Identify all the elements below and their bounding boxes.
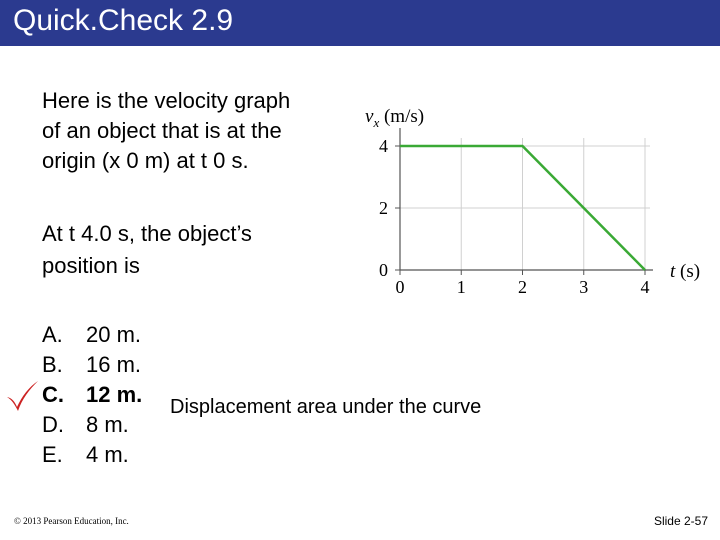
intro-line-2: of an object that is at the bbox=[42, 118, 282, 143]
y-tick-label: 0 bbox=[379, 260, 388, 280]
y-tick-label: 4 bbox=[379, 136, 388, 156]
x-axis-label: t (s) bbox=[670, 261, 701, 282]
answer-text: 20 m. bbox=[86, 322, 142, 347]
copyright-text: © 2013 Pearson Education, Inc. bbox=[14, 516, 129, 526]
answer-letter: B. bbox=[42, 352, 63, 377]
answer-letter: C. bbox=[42, 382, 64, 407]
answer-text: 8 m. bbox=[86, 412, 129, 437]
answer-letter: D. bbox=[42, 412, 64, 437]
answer-list bbox=[42, 320, 142, 470]
question-line-1: At t 4.0 s, the object’s bbox=[42, 221, 252, 246]
checkmark-icon bbox=[4, 378, 40, 414]
explanation-note: Displacement area under the curve bbox=[170, 396, 482, 418]
answer-letter: E. bbox=[42, 442, 63, 467]
answer-c bbox=[42, 380, 142, 410]
slide-number: Slide 2-57 bbox=[653, 514, 708, 528]
x-tick-label: 4 bbox=[640, 277, 650, 297]
intro-line-1: Here is the velocity graph bbox=[42, 88, 291, 113]
answer-text: 16 m. bbox=[86, 352, 142, 377]
intro-text bbox=[42, 86, 342, 176]
answer-text: 12 m. bbox=[86, 382, 143, 407]
x-tick-label: 0 bbox=[395, 277, 405, 297]
answer-a bbox=[42, 320, 142, 350]
velocity-graph bbox=[355, 95, 715, 305]
question-line-2: position is bbox=[42, 253, 140, 278]
answer-text: 4 m. bbox=[86, 442, 129, 467]
slide-title: Quick.Check 2.9 bbox=[13, 4, 234, 37]
answer-letter: A. bbox=[42, 322, 63, 347]
y-tick-label: 2 bbox=[379, 198, 388, 218]
x-tick-label: 3 bbox=[579, 277, 589, 297]
question-text bbox=[42, 218, 342, 282]
answer-e bbox=[42, 440, 142, 470]
intro-line-3: origin (x 0 m) at t 0 s. bbox=[42, 148, 249, 173]
y-axis-label: $v_x$ (m/s) bbox=[365, 106, 425, 130]
x-tick-label: 1 bbox=[456, 277, 466, 297]
answer-d bbox=[42, 410, 142, 440]
x-tick-label: 2 bbox=[518, 277, 527, 297]
answer-b bbox=[42, 350, 142, 380]
title-bar bbox=[0, 0, 720, 46]
